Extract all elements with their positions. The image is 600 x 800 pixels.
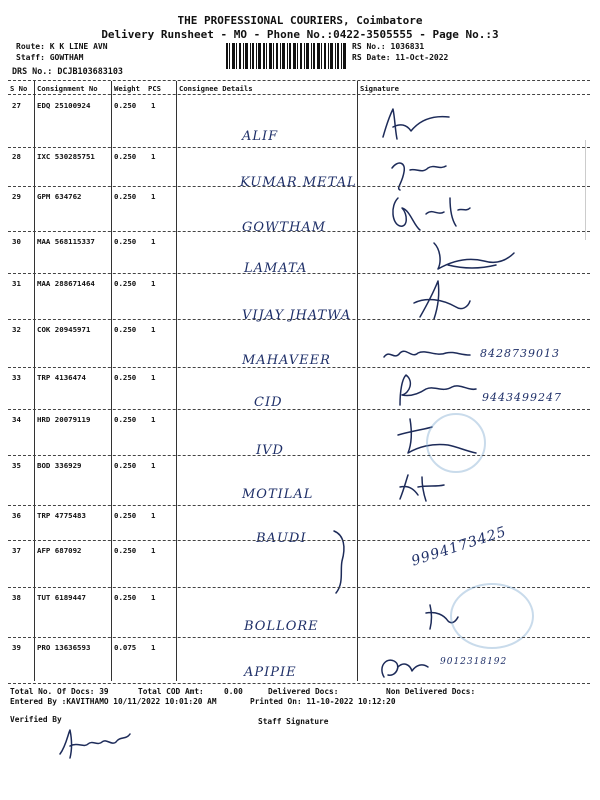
row-sno: 36 [12, 511, 21, 520]
signature-mark [375, 105, 455, 147]
consignee-handwriting: MAHAVEER [242, 353, 331, 368]
header-divider-bottom [8, 94, 590, 95]
row-consignment: MAA 288671464 [37, 279, 95, 288]
consignee-handwriting: BAUDI [256, 531, 307, 546]
row-sno: 38 [12, 593, 21, 602]
row-pcs: 1 [151, 373, 156, 382]
row-consignment: TUT 6189447 [37, 593, 86, 602]
signature-note: 9443499247 [482, 391, 562, 404]
col-consignee: Consignee Details [179, 84, 253, 93]
row-consignment: HRD 20079119 [37, 415, 91, 424]
row-divider [8, 409, 590, 410]
row-divider [8, 186, 590, 187]
consignee-handwriting: LAMATA [244, 261, 308, 276]
row-sno: 27 [12, 101, 21, 110]
row-weight: 0.250 [114, 373, 137, 382]
row-consignment: PRO 13636593 [37, 643, 91, 652]
signature-note: 9012318192 [440, 657, 508, 667]
table-row [0, 457, 600, 509]
row-consignment: COK 20945971 [37, 325, 91, 334]
table-row [0, 321, 600, 373]
col-sno: S No [10, 84, 28, 93]
signature-mark [408, 277, 478, 323]
row-sno: 37 [12, 546, 21, 555]
consignee-handwriting: IVD [256, 443, 284, 458]
header-divider-top [8, 80, 590, 81]
runsheet-subtitle: Delivery Runsheet - MO - Phone No.:0422-3505555 - Page No.:3 [101, 28, 499, 41]
row-pcs: 1 [151, 152, 156, 161]
row-sno: 34 [12, 415, 21, 424]
table-row [0, 275, 600, 327]
company-title: THE PROFESSIONAL COURIERS, Coimbatore [177, 14, 423, 27]
row-weight: 0.250 [114, 593, 137, 602]
row-pcs: 1 [151, 101, 156, 110]
table-row [0, 97, 600, 149]
row-sno: 39 [12, 643, 21, 652]
non-delivered-docs: Non Delivered Docs: [386, 687, 476, 696]
row-pcs: 1 [151, 192, 156, 201]
consignee-handwriting: CID [254, 395, 283, 410]
signature-mark [392, 371, 482, 411]
row-consignment: EDQ 25100924 [37, 101, 91, 110]
row-divider [8, 683, 590, 684]
consignee-handwriting: BOLLORE [244, 619, 319, 634]
row-sno: 31 [12, 279, 21, 288]
total-cod-label: Total COD Amt: [138, 687, 204, 696]
row-sno: 32 [12, 325, 21, 334]
signature-note: 9994173425 [409, 523, 509, 570]
col-pcs: PCS [148, 84, 161, 93]
row-weight: 0.250 [114, 101, 137, 110]
signature-mark [394, 471, 454, 503]
row-sno: 29 [12, 192, 21, 201]
table-row [0, 639, 600, 691]
row-pcs: 1 [151, 643, 156, 652]
drs-number: DRS No.: DCJB103683103 [12, 66, 123, 76]
row-pcs: 1 [151, 511, 156, 520]
col-weight: Weight [114, 84, 140, 93]
consignee-handwriting: GOWTHAM [242, 220, 327, 235]
row-weight: 0.250 [114, 415, 137, 424]
col-signature: Signature [360, 84, 399, 93]
row-weight: 0.250 [114, 546, 137, 555]
total-docs: Total No. Of Docs: 39 [10, 687, 109, 696]
row-divider [8, 273, 590, 274]
consignee-handwriting: VIJAY JHATWA [242, 308, 352, 323]
row-consignment: IXC 530285751 [37, 152, 95, 161]
signature-mark [374, 653, 434, 683]
row-pcs: 1 [151, 279, 156, 288]
consignee-handwriting: ALIF [242, 129, 279, 144]
total-cod-value: 0.00 [224, 687, 243, 696]
row-sno: 30 [12, 237, 21, 246]
table-row [0, 589, 600, 641]
signature-note: 8428739013 [480, 347, 560, 360]
row-sno: 28 [12, 152, 21, 161]
verifier-signature [56, 726, 136, 762]
rs-number: RS No.: 1036831 [352, 42, 425, 51]
row-consignment: BOD 336929 [37, 461, 82, 470]
entered-by: Entered By :KAVITHAMO 10/11/2022 10:01:20 AM [10, 697, 217, 706]
row-consignment: TRP 4775483 [37, 511, 86, 520]
row-divider [8, 231, 590, 232]
staff-label: Staff: GOWTHAM [16, 53, 84, 62]
rs-date: RS Date: 11-Oct-2022 [352, 53, 449, 62]
row-pcs: 1 [151, 461, 156, 470]
row-consignment: GPM 634762 [37, 192, 82, 201]
signature-mark [380, 343, 480, 365]
row-divider [8, 319, 590, 320]
row-pcs: 1 [151, 237, 156, 246]
row-weight: 0.075 [114, 643, 137, 652]
verified-by: Verified By [10, 715, 62, 724]
row-weight: 0.250 [114, 152, 137, 161]
consignee-handwriting: KUMAR METAL [240, 175, 357, 190]
row-divider [8, 455, 590, 456]
row-consignment: MAA 568115337 [37, 237, 95, 246]
row-weight: 0.250 [114, 192, 137, 201]
row-divider [8, 637, 590, 638]
table-row [0, 411, 600, 463]
row-divider [8, 367, 590, 368]
row-sno: 35 [12, 461, 21, 470]
barcode [226, 43, 348, 69]
route-label: Route: K K LINE AVN [16, 42, 108, 51]
row-weight: 0.250 [114, 511, 137, 520]
staff-signature-label: Staff Signature [258, 717, 329, 726]
consignee-handwriting: APIPIE [244, 665, 297, 680]
signature-mark [418, 239, 518, 275]
row-pcs: 1 [151, 415, 156, 424]
col-consignment: Consignment No [37, 84, 98, 93]
row-divider [8, 505, 590, 506]
consignee-handwriting: MOTILAL [242, 487, 314, 502]
row-consignment: TRP 4136474 [37, 373, 86, 382]
row-pcs: 1 [151, 593, 156, 602]
row-consignment: AFP 687092 [37, 546, 82, 555]
row-weight: 0.250 [114, 325, 137, 334]
printed-on: Printed On: 11-10-2022 10:12:20 [250, 697, 396, 706]
row-sno: 33 [12, 373, 21, 382]
row-pcs: 1 [151, 325, 156, 334]
delivered-docs: Delivered Docs: [268, 687, 339, 696]
row-weight: 0.250 [114, 237, 137, 246]
row-weight: 0.250 [114, 461, 137, 470]
row-weight: 0.250 [114, 279, 137, 288]
row-pcs: 1 [151, 546, 156, 555]
